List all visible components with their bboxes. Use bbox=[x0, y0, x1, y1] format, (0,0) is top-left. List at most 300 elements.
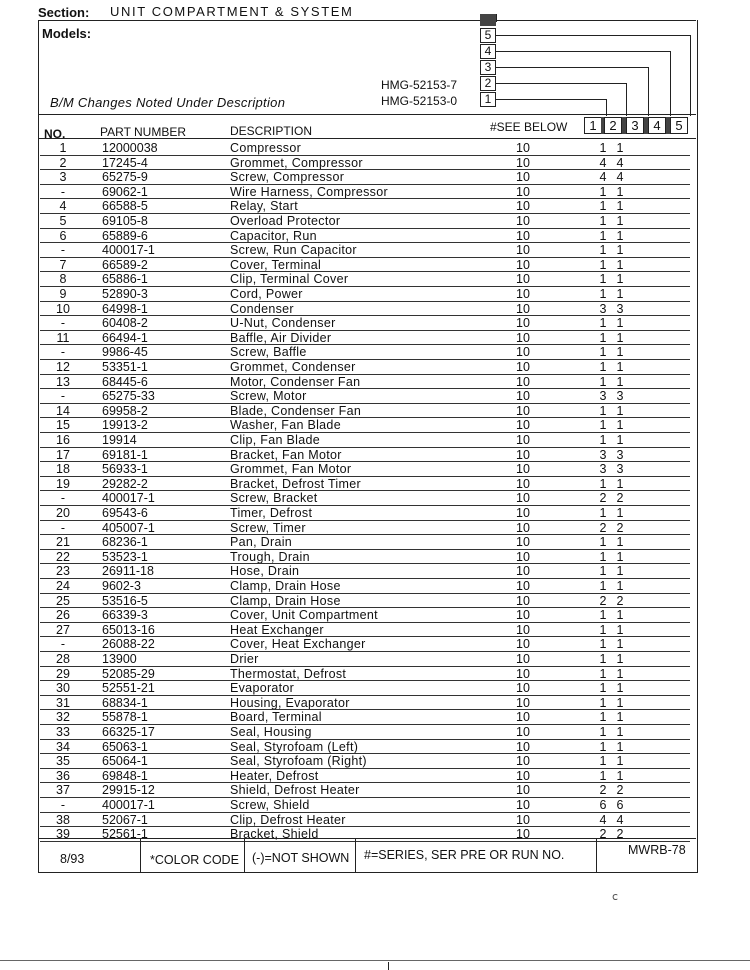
row-series: 10 bbox=[516, 681, 530, 696]
row-part-number: 68834-1 bbox=[102, 695, 148, 710]
row-series: 10 bbox=[516, 637, 530, 652]
row-description: Screw, Run Capacitor bbox=[230, 243, 357, 258]
row-description: Grommet, Condenser bbox=[230, 360, 356, 374]
row-series: 10 bbox=[516, 141, 530, 155]
top-rule bbox=[38, 20, 696, 21]
row-description: Housing, Evaporator bbox=[230, 695, 350, 710]
model-code-2: HMG-52153-7 bbox=[381, 78, 458, 92]
row-no: - bbox=[60, 243, 66, 258]
row-qty-model-2: 1 bbox=[616, 199, 624, 214]
row-qty-model-2: 1 bbox=[616, 272, 624, 287]
row-part-number: 53351-1 bbox=[102, 360, 148, 374]
row-description: Bracket, Defrost Timer bbox=[230, 476, 361, 491]
row-qty-model-2: 3 bbox=[616, 389, 624, 404]
table-row bbox=[40, 418, 690, 433]
row-no: 10 bbox=[56, 301, 70, 316]
row-series: 10 bbox=[516, 652, 530, 666]
row-qty-model-2: 4 bbox=[616, 155, 624, 170]
row-part-number: 52890-3 bbox=[102, 287, 148, 301]
row-qty-model-1: 2 bbox=[599, 593, 607, 608]
row-series: 10 bbox=[516, 272, 530, 287]
table-row bbox=[40, 477, 690, 492]
row-qty-model-2: 1 bbox=[616, 184, 624, 199]
row-part-number: 52561-1 bbox=[102, 827, 148, 842]
row-qty-model-1: 1 bbox=[599, 141, 607, 155]
row-qty-model-1: 1 bbox=[599, 695, 607, 710]
row-description: Thermostat, Defrost bbox=[230, 666, 347, 681]
table-row bbox=[40, 491, 690, 506]
row-description: Screw, Bracket bbox=[230, 491, 318, 506]
row-series: 10 bbox=[516, 506, 530, 520]
row-no: 15 bbox=[56, 418, 70, 433]
table-row bbox=[40, 229, 690, 244]
leader-line-5 bbox=[494, 35, 691, 36]
row-series: 10 bbox=[516, 608, 530, 623]
row-qty-model-2: 1 bbox=[616, 316, 624, 331]
row-qty-model-2: 1 bbox=[616, 652, 624, 666]
row-description: Blade, Condenser Fan bbox=[230, 403, 362, 418]
row-part-number: 400017-1 bbox=[102, 243, 155, 258]
row-part-number: 53523-1 bbox=[102, 549, 148, 564]
scan-edge-line bbox=[0, 960, 750, 961]
row-part-number: 65063-1 bbox=[102, 739, 148, 754]
row-qty-model-2: 1 bbox=[616, 330, 624, 345]
row-no: 19 bbox=[56, 476, 70, 491]
row-no: 39 bbox=[56, 827, 70, 842]
row-part-number: 68236-1 bbox=[102, 535, 148, 550]
row-description: Grommet, Fan Motor bbox=[230, 462, 352, 477]
row-qty-model-2: 1 bbox=[616, 754, 624, 769]
row-part-number: 400017-1 bbox=[102, 491, 155, 506]
row-qty-model-2: 1 bbox=[616, 360, 624, 374]
row-qty-model-2: 1 bbox=[616, 681, 624, 696]
row-no: 9 bbox=[59, 287, 67, 301]
col-description: DESCRIPTION bbox=[230, 124, 313, 138]
row-no: 24 bbox=[56, 579, 70, 593]
row-series: 10 bbox=[516, 754, 530, 769]
row-description: Screw, Baffle bbox=[230, 345, 307, 360]
row-no: 3 bbox=[59, 170, 67, 185]
table-row bbox=[40, 389, 690, 404]
row-series: 10 bbox=[516, 301, 530, 316]
row-qty-model-1: 1 bbox=[599, 681, 607, 696]
col-no: NO. bbox=[44, 127, 66, 141]
row-qty-model-1: 1 bbox=[599, 725, 607, 739]
row-part-number: 26911-18 bbox=[102, 564, 154, 579]
table-row bbox=[40, 448, 690, 463]
row-no: 38 bbox=[56, 812, 70, 827]
row-no: 1 bbox=[59, 141, 67, 155]
table-row bbox=[40, 754, 690, 769]
row-no: 6 bbox=[59, 228, 67, 243]
footer-divider bbox=[596, 838, 597, 872]
row-part-number: 29915-12 bbox=[102, 783, 155, 798]
row-qty-model-1: 4 bbox=[599, 155, 607, 170]
row-qty-model-1: 1 bbox=[599, 287, 607, 301]
table-row bbox=[40, 375, 690, 390]
row-no: - bbox=[60, 316, 66, 331]
row-description: Board, Terminal bbox=[230, 710, 322, 725]
row-series: 10 bbox=[516, 360, 530, 374]
row-no: 22 bbox=[56, 549, 70, 564]
row-qty-model-2: 2 bbox=[616, 520, 624, 535]
row-qty-model-2: 1 bbox=[616, 695, 624, 710]
row-qty-model-1: 1 bbox=[599, 199, 607, 214]
leader-drop-2 bbox=[626, 83, 627, 116]
row-qty-model-2: 1 bbox=[616, 228, 624, 243]
row-description: Hose, Drain bbox=[230, 564, 300, 579]
row-no: 37 bbox=[56, 783, 70, 798]
row-qty-model-1: 1 bbox=[599, 214, 607, 228]
row-no: 12 bbox=[56, 360, 70, 374]
row-part-number: 52067-1 bbox=[102, 812, 148, 827]
row-series: 10 bbox=[516, 725, 530, 739]
row-qty-model-2: 6 bbox=[616, 798, 624, 812]
row-no: 4 bbox=[59, 199, 67, 214]
row-description: Capacitor, Run bbox=[230, 228, 317, 243]
row-no: 34 bbox=[56, 739, 70, 754]
row-no: 32 bbox=[56, 710, 70, 725]
row-description: Drier bbox=[230, 652, 259, 666]
row-part-number: 19914 bbox=[102, 433, 137, 447]
row-part-number: 65889-6 bbox=[102, 228, 148, 243]
row-description: Grommet, Compressor bbox=[230, 155, 363, 170]
row-series: 10 bbox=[516, 812, 530, 827]
model-box-5: 5 bbox=[480, 28, 496, 43]
row-part-number: 55878-1 bbox=[102, 710, 148, 725]
row-qty-model-1: 1 bbox=[599, 666, 607, 681]
row-no: 16 bbox=[56, 433, 70, 447]
row-part-number: 69543-6 bbox=[102, 506, 148, 520]
row-part-number: 65064-1 bbox=[102, 754, 148, 769]
table-row bbox=[40, 710, 690, 725]
row-description: Clip, Fan Blade bbox=[230, 433, 320, 447]
row-series: 10 bbox=[516, 287, 530, 301]
table-row bbox=[40, 696, 690, 711]
col-divider-shade bbox=[644, 117, 648, 134]
row-qty-model-2: 1 bbox=[616, 506, 624, 520]
row-qty-model-2: 1 bbox=[616, 725, 624, 739]
row-qty-model-1: 1 bbox=[599, 579, 607, 593]
row-series: 10 bbox=[516, 389, 530, 404]
col-model-2: 2 bbox=[604, 117, 622, 134]
row-qty-model-1: 1 bbox=[599, 345, 607, 360]
row-description: Screw, Shield bbox=[230, 798, 310, 812]
row-qty-model-2: 1 bbox=[616, 243, 624, 258]
leader-line-4 bbox=[494, 51, 671, 52]
col-model-5: 5 bbox=[670, 117, 688, 134]
row-series: 10 bbox=[516, 710, 530, 725]
row-qty-model-2: 1 bbox=[616, 564, 624, 579]
row-qty-model-1: 1 bbox=[599, 754, 607, 769]
row-series: 10 bbox=[516, 243, 530, 258]
col-see-below: #SEE BELOW bbox=[490, 120, 568, 134]
row-series: 10 bbox=[516, 170, 530, 185]
table-row bbox=[40, 681, 690, 696]
row-description: Clip, Terminal Cover bbox=[230, 272, 349, 287]
row-part-number: 60408-2 bbox=[102, 316, 148, 331]
table-row bbox=[40, 798, 690, 813]
row-part-number: 53516-5 bbox=[102, 593, 148, 608]
row-description: Screw, Timer bbox=[230, 520, 306, 535]
leader-drop-4 bbox=[670, 51, 671, 116]
row-part-number: 69958-2 bbox=[102, 403, 148, 418]
table-row bbox=[40, 506, 690, 521]
table-row bbox=[40, 564, 690, 579]
row-qty-model-1: 3 bbox=[599, 447, 607, 462]
scan-speck: ⅽ bbox=[612, 891, 619, 903]
row-qty-model-1: 1 bbox=[599, 564, 607, 579]
leader-line-1 bbox=[494, 99, 607, 100]
row-qty-model-2: 1 bbox=[616, 710, 624, 725]
footer-divider bbox=[244, 838, 245, 872]
row-part-number: 69105-8 bbox=[102, 214, 148, 228]
col-model-3: 3 bbox=[626, 117, 644, 134]
row-part-number: 12000038 bbox=[102, 141, 158, 155]
row-part-number: 66589-2 bbox=[102, 257, 148, 272]
row-qty-model-1: 1 bbox=[599, 360, 607, 374]
row-description: Seal, Housing bbox=[230, 725, 312, 739]
row-qty-model-2: 1 bbox=[616, 141, 624, 155]
row-part-number: 69181-1 bbox=[102, 447, 148, 462]
table-row bbox=[40, 521, 690, 536]
table-row bbox=[40, 185, 690, 200]
row-no: 30 bbox=[56, 681, 70, 696]
table-row bbox=[40, 769, 690, 784]
row-qty-model-1: 1 bbox=[599, 637, 607, 652]
row-series: 10 bbox=[516, 491, 530, 506]
row-description: Cover, Unit Compartment bbox=[230, 608, 378, 623]
row-series: 10 bbox=[516, 549, 530, 564]
row-no: 13 bbox=[56, 374, 70, 389]
table-row bbox=[40, 637, 690, 652]
row-series: 10 bbox=[516, 798, 530, 812]
row-no: 2 bbox=[59, 155, 67, 170]
row-part-number: 64998-1 bbox=[102, 301, 148, 316]
row-description: Pan, Drain bbox=[230, 535, 293, 550]
row-qty-model-2: 1 bbox=[616, 549, 624, 564]
row-qty-model-1: 4 bbox=[599, 812, 607, 827]
row-qty-model-2: 1 bbox=[616, 739, 624, 754]
row-series: 10 bbox=[516, 418, 530, 433]
row-qty-model-1: 1 bbox=[599, 330, 607, 345]
table-row bbox=[40, 331, 690, 346]
row-part-number: 65275-9 bbox=[102, 170, 148, 185]
row-part-number: 69062-1 bbox=[102, 184, 148, 199]
table-row bbox=[40, 433, 690, 448]
row-qty-model-2: 1 bbox=[616, 287, 624, 301]
row-part-number: 65013-16 bbox=[102, 622, 155, 637]
row-qty-model-2: 1 bbox=[616, 433, 624, 447]
row-series: 10 bbox=[516, 768, 530, 783]
row-part-number: 66588-5 bbox=[102, 199, 148, 214]
row-part-number: 65275-33 bbox=[102, 389, 155, 404]
table-row bbox=[40, 652, 690, 667]
row-qty-model-2: 2 bbox=[616, 783, 624, 798]
row-no: - bbox=[60, 184, 66, 199]
row-qty-model-2: 1 bbox=[616, 666, 624, 681]
model-box-4: 4 bbox=[480, 44, 496, 59]
row-series: 10 bbox=[516, 403, 530, 418]
row-no: 25 bbox=[56, 593, 70, 608]
table-row bbox=[40, 287, 690, 302]
row-no: - bbox=[60, 389, 66, 404]
table-row bbox=[40, 535, 690, 550]
row-description: Washer, Fan Blade bbox=[230, 418, 341, 433]
row-description: Baffle, Air Divider bbox=[230, 330, 332, 345]
table-row bbox=[40, 360, 690, 375]
row-no: 18 bbox=[56, 462, 70, 477]
row-qty-model-1: 1 bbox=[599, 272, 607, 287]
row-series: 10 bbox=[516, 199, 530, 214]
row-no: - bbox=[60, 798, 66, 812]
row-qty-model-1: 1 bbox=[599, 622, 607, 637]
row-no: 36 bbox=[56, 768, 70, 783]
table-row bbox=[40, 170, 690, 185]
row-description: Clamp, Drain Hose bbox=[230, 579, 341, 593]
row-description: Shield, Defrost Heater bbox=[230, 783, 360, 798]
row-description: Seal, Styrofoam (Left) bbox=[230, 739, 359, 754]
row-part-number: 9602-3 bbox=[102, 579, 141, 593]
row-no: 8 bbox=[59, 272, 67, 287]
table-row bbox=[40, 302, 690, 317]
footer-series-note: #=SERIES, SER PRE OR RUN NO. bbox=[364, 848, 565, 862]
row-no: - bbox=[60, 345, 66, 360]
row-part-number: 56933-1 bbox=[102, 462, 148, 477]
row-no: 26 bbox=[56, 608, 70, 623]
table-row bbox=[40, 199, 690, 214]
table-row bbox=[40, 316, 690, 331]
row-series: 10 bbox=[516, 257, 530, 272]
table-row bbox=[40, 404, 690, 419]
row-series: 10 bbox=[516, 316, 530, 331]
row-series: 10 bbox=[516, 228, 530, 243]
row-description: U-Nut, Condenser bbox=[230, 316, 336, 331]
row-no: 28 bbox=[56, 652, 70, 666]
row-qty-model-2: 2 bbox=[616, 491, 624, 506]
row-qty-model-1: 6 bbox=[599, 798, 607, 812]
row-qty-model-1: 1 bbox=[599, 535, 607, 550]
row-series: 10 bbox=[516, 827, 530, 842]
models-label: Models: bbox=[42, 26, 92, 41]
header-bottom-rule bbox=[38, 138, 696, 139]
leader bbox=[496, 14, 497, 22]
row-qty-model-1: 1 bbox=[599, 652, 607, 666]
row-description: Clamp, Drain Hose bbox=[230, 593, 341, 608]
table-row bbox=[40, 156, 690, 171]
row-series: 10 bbox=[516, 783, 530, 798]
row-qty-model-2: 1 bbox=[616, 579, 624, 593]
row-qty-model-2: 1 bbox=[616, 418, 624, 433]
row-description: Motor, Condenser Fan bbox=[230, 374, 361, 389]
row-qty-model-1: 2 bbox=[599, 827, 607, 842]
table-row bbox=[40, 272, 690, 287]
row-part-number: 66339-3 bbox=[102, 608, 148, 623]
row-series: 10 bbox=[516, 520, 530, 535]
table-row bbox=[40, 623, 690, 638]
row-part-number: 17245-4 bbox=[102, 155, 148, 170]
row-part-number: 68445-6 bbox=[102, 374, 148, 389]
row-description: Trough, Drain bbox=[230, 549, 310, 564]
table-row bbox=[40, 345, 690, 360]
row-series: 10 bbox=[516, 564, 530, 579]
table-row bbox=[40, 462, 690, 477]
row-series: 10 bbox=[516, 476, 530, 491]
row-qty-model-1: 1 bbox=[599, 403, 607, 418]
row-series: 10 bbox=[516, 214, 530, 228]
row-qty-model-2: 3 bbox=[616, 447, 624, 462]
row-qty-model-2: 2 bbox=[616, 827, 624, 842]
table-row bbox=[40, 608, 690, 623]
col-model-4: 4 bbox=[648, 117, 666, 134]
row-no: 33 bbox=[56, 725, 70, 739]
row-no: - bbox=[60, 637, 66, 652]
section-value: UNIT COMPARTMENT & SYSTEM bbox=[110, 4, 354, 19]
row-qty-model-1: 1 bbox=[599, 608, 607, 623]
row-qty-model-1: 1 bbox=[599, 739, 607, 754]
row-no: 31 bbox=[56, 695, 70, 710]
table-row bbox=[40, 725, 690, 740]
row-no: 5 bbox=[59, 214, 67, 228]
row-no: - bbox=[60, 520, 66, 535]
row-qty-model-1: 1 bbox=[599, 710, 607, 725]
row-qty-model-2: 1 bbox=[616, 345, 624, 360]
row-series: 10 bbox=[516, 447, 530, 462]
row-series: 10 bbox=[516, 579, 530, 593]
leader-line-3 bbox=[494, 67, 649, 68]
row-qty-model-2: 1 bbox=[616, 214, 624, 228]
footer-color-code: *COLOR CODE bbox=[150, 853, 239, 867]
row-qty-model-2: 1 bbox=[616, 608, 624, 623]
table-row bbox=[40, 258, 690, 273]
row-qty-model-1: 3 bbox=[599, 301, 607, 316]
row-qty-model-1: 4 bbox=[599, 170, 607, 185]
leader-drop-3 bbox=[648, 67, 649, 116]
row-qty-model-2: 4 bbox=[616, 170, 624, 185]
row-series: 10 bbox=[516, 666, 530, 681]
row-no: 21 bbox=[56, 535, 70, 550]
row-qty-model-2: 4 bbox=[616, 812, 624, 827]
header-top-rule bbox=[38, 114, 696, 115]
model-box-3: 3 bbox=[480, 60, 496, 75]
row-description: Wire Harness, Compressor bbox=[230, 184, 388, 199]
row-part-number: 13900 bbox=[102, 652, 137, 666]
leader-drop-5 bbox=[690, 35, 691, 116]
row-series: 10 bbox=[516, 345, 530, 360]
row-qty-model-1: 1 bbox=[599, 506, 607, 520]
col-divider-shade bbox=[622, 117, 626, 134]
row-part-number: 9986-45 bbox=[102, 345, 148, 360]
table-row bbox=[40, 594, 690, 609]
row-qty-model-2: 1 bbox=[616, 637, 624, 652]
section-label: Section: bbox=[38, 5, 90, 20]
row-description: Bracket, Fan Motor bbox=[230, 447, 342, 462]
row-qty-model-2: 1 bbox=[616, 374, 624, 389]
row-no: 7 bbox=[59, 257, 67, 272]
col-part-number: PART NUMBER bbox=[100, 125, 187, 139]
row-description: Evaporator bbox=[230, 681, 295, 696]
model-code-1: HMG-52153-0 bbox=[381, 94, 458, 108]
row-no: 20 bbox=[56, 506, 70, 520]
row-series: 10 bbox=[516, 695, 530, 710]
row-qty-model-1: 1 bbox=[599, 374, 607, 389]
table-row bbox=[40, 550, 690, 565]
row-part-number: 52551-21 bbox=[102, 681, 155, 696]
row-qty-model-2: 3 bbox=[616, 462, 624, 477]
footer-not-shown: (-)=NOT SHOWN bbox=[252, 851, 350, 865]
row-qty-model-1: 3 bbox=[599, 389, 607, 404]
row-part-number: 19913-2 bbox=[102, 418, 148, 433]
